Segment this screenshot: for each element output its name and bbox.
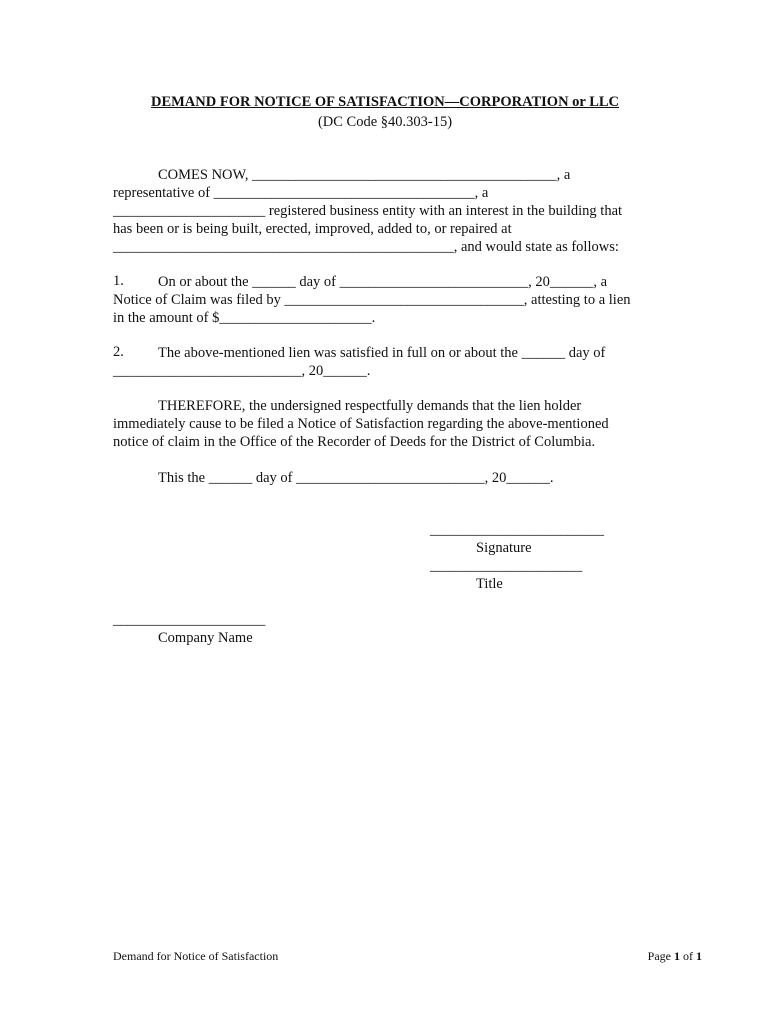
title-line: _____________________ <box>430 558 583 574</box>
therefore-line-3: notice of claim in the Office of the Recorder of Deeds for the District of Columbia. <box>113 434 596 450</box>
therefore-line-2: immediately cause to be filed a Notice of Satisfaction regarding the above-mentioned <box>113 416 609 432</box>
page-number <box>648 949 702 964</box>
document-subtitle: (DC Code §40.303-15) <box>317 114 453 130</box>
item-1-line-3: in the amount of $_____________________. <box>113 310 376 326</box>
page-prefix: Page <box>647 949 671 963</box>
signature-label: Signature <box>476 540 532 556</box>
item-2-line-2: __________________________, 20______. <box>113 363 371 379</box>
item-2-number: 2. <box>113 344 124 360</box>
page-current: 1 <box>674 949 680 963</box>
page-of: of <box>683 949 693 963</box>
intro-line-4: has been or is being built, erected, improved, added to, or repaired at <box>113 221 512 237</box>
item-2-line-1: The above-mentioned lien was satisfied in full on or about the ______ day of <box>158 345 606 361</box>
intro-line-1: COMES NOW, __________________________________________, a <box>158 167 571 183</box>
intro-line-2: representative of ____________________________________, a <box>113 185 489 201</box>
item-1-line-1: On or about the ______ day of __________________________, 20______, a <box>158 274 608 290</box>
company-name-line: _____________________ <box>113 612 266 628</box>
page-total: 1 <box>696 949 702 963</box>
title-label: Title <box>476 576 503 592</box>
item-1-line-2: Notice of Claim was filed by _________________________________, attesting to a lien <box>113 292 631 308</box>
signature-line: ________________________ <box>430 522 604 538</box>
company-name-label: Company Name <box>158 630 253 646</box>
therefore-line-1: THEREFORE, the undersigned respectfully demands that the lien holder <box>158 398 582 414</box>
item-1-number: 1. <box>113 273 124 289</box>
intro-line-3: _____________________ registered business entity with an interest in the building that <box>113 203 623 219</box>
footer-title: Demand for Notice of Satisfaction <box>113 949 279 963</box>
date-line: This the ______ day of __________________________, 20______. <box>158 470 554 486</box>
document-title: DEMAND FOR NOTICE OF SATISFACTION—CORPORATION or LLC <box>150 94 620 110</box>
intro-line-5: _______________________________________________, and would state as follows: <box>113 239 619 255</box>
